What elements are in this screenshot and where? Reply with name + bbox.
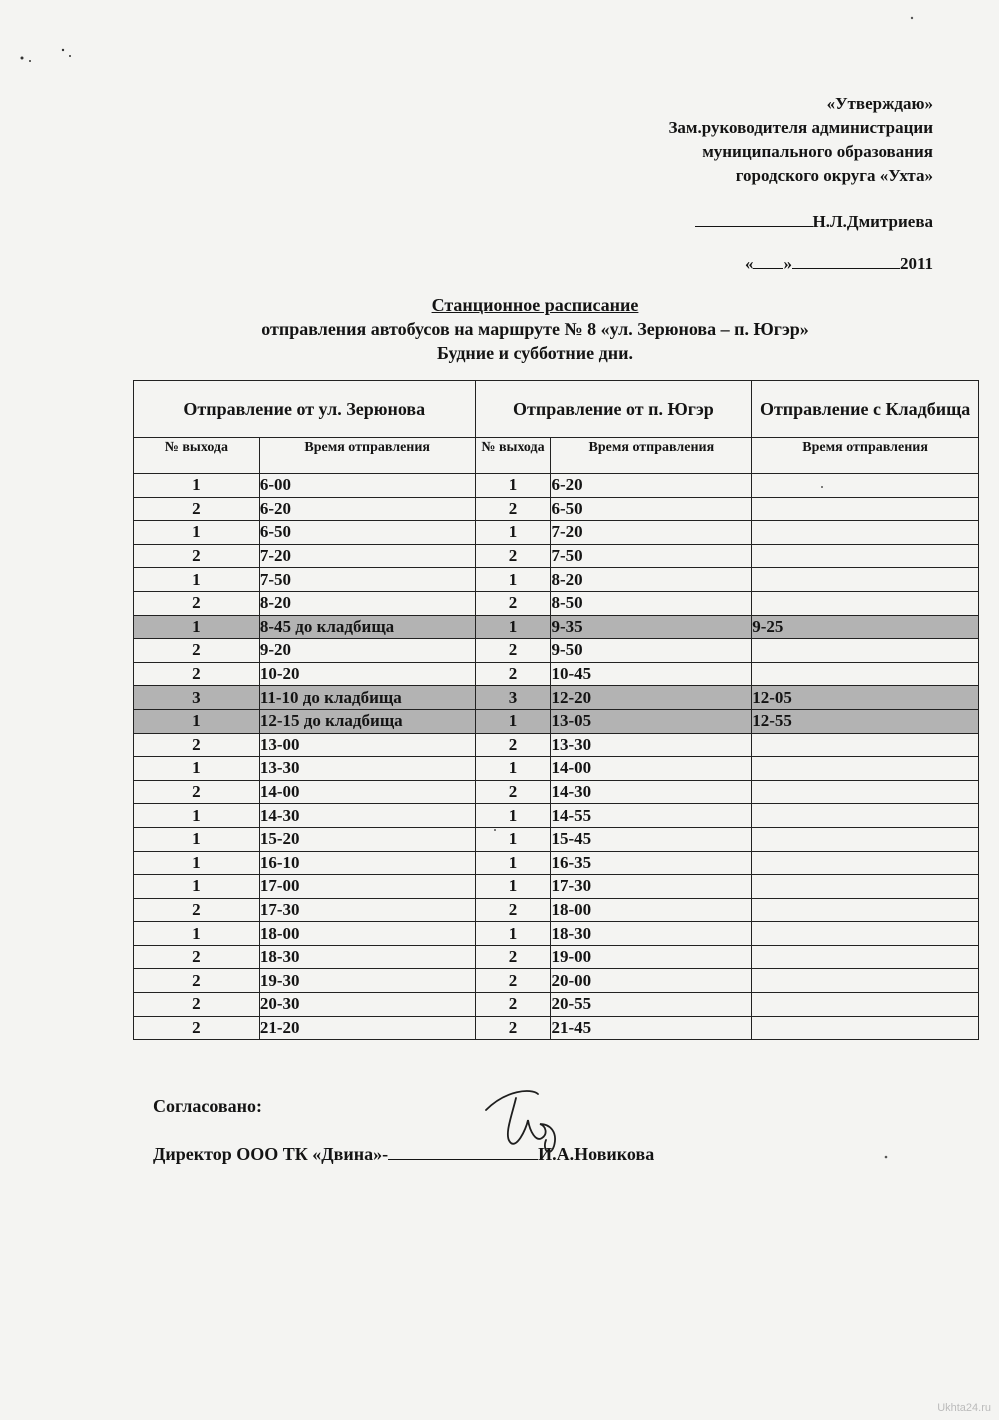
group-header-yuger: Отправление от п. Югэр bbox=[475, 381, 752, 438]
departure-time-cemetery bbox=[752, 922, 979, 946]
watermark: Ukhta24.ru bbox=[937, 1402, 991, 1414]
group-header-row bbox=[134, 381, 979, 438]
exit-number-zeryunova: 2 bbox=[134, 591, 260, 615]
departure-time-zeryunova: 7-20 bbox=[259, 544, 475, 568]
exit-number-zeryunova: 1 bbox=[134, 875, 260, 899]
schedule-row bbox=[134, 591, 979, 615]
schedule-row bbox=[134, 662, 979, 686]
exit-number-zeryunova: 2 bbox=[134, 969, 260, 993]
schedule-row bbox=[134, 544, 979, 568]
departure-time-yuger: 16-35 bbox=[551, 851, 752, 875]
schedule-row bbox=[134, 804, 979, 828]
approval-date-line bbox=[668, 252, 933, 276]
schedule-row bbox=[134, 568, 979, 592]
schedule-row bbox=[134, 521, 979, 545]
exit-number-yuger: 2 bbox=[475, 945, 551, 969]
exit-number-zeryunova: 1 bbox=[134, 851, 260, 875]
exit-number-yuger: 1 bbox=[475, 521, 551, 545]
approval-line-2: Зам.руководителя администрации bbox=[668, 118, 933, 137]
departure-time-cemetery bbox=[752, 945, 979, 969]
departure-time-zeryunova: 6-20 bbox=[259, 497, 475, 521]
departure-time-yuger: 21-45 bbox=[551, 1016, 752, 1040]
document-title bbox=[0, 293, 999, 365]
exit-number-yuger: 2 bbox=[475, 898, 551, 922]
exit-number-zeryunova: 1 bbox=[134, 615, 260, 639]
director-line bbox=[153, 1139, 654, 1165]
schedule-row bbox=[134, 497, 979, 521]
schedule-row bbox=[134, 898, 979, 922]
approval-signer-line bbox=[668, 210, 933, 234]
departure-time-yuger: 19-00 bbox=[551, 945, 752, 969]
departure-time-zeryunova: 10-20 bbox=[259, 662, 475, 686]
exit-number-yuger: 3 bbox=[475, 686, 551, 710]
sub-header-exit-1: № выхода bbox=[134, 438, 260, 474]
schedule-row bbox=[134, 922, 979, 946]
exit-number-zeryunova: 2 bbox=[134, 1016, 260, 1040]
exit-number-zeryunova: 1 bbox=[134, 521, 260, 545]
schedule-row bbox=[134, 780, 979, 804]
exit-number-zeryunova: 1 bbox=[134, 757, 260, 781]
date-open-quote: « bbox=[744, 254, 754, 273]
departure-time-yuger: 7-20 bbox=[551, 521, 752, 545]
date-close-quote: » bbox=[783, 254, 792, 273]
sub-header-time-2: Время отправления bbox=[551, 438, 752, 474]
departure-time-yuger: 18-30 bbox=[551, 922, 752, 946]
exit-number-yuger: 2 bbox=[475, 497, 551, 521]
departure-time-zeryunova: 13-00 bbox=[259, 733, 475, 757]
schedule-row bbox=[134, 733, 979, 757]
departure-time-yuger: 17-30 bbox=[551, 875, 752, 899]
month-blank bbox=[792, 252, 900, 269]
departure-time-cemetery bbox=[752, 1016, 979, 1040]
exit-number-yuger: 2 bbox=[475, 662, 551, 686]
departure-time-yuger: 13-30 bbox=[551, 733, 752, 757]
departure-time-yuger: 12-20 bbox=[551, 686, 752, 710]
exit-number-zeryunova: 1 bbox=[134, 804, 260, 828]
departure-time-cemetery bbox=[752, 898, 979, 922]
departure-time-cemetery: 12-55 bbox=[752, 709, 979, 733]
schedule-row bbox=[134, 969, 979, 993]
departure-time-yuger: 8-20 bbox=[551, 568, 752, 592]
departure-time-cemetery bbox=[752, 993, 979, 1017]
schedule-row bbox=[134, 615, 979, 639]
departure-time-yuger: 6-20 bbox=[551, 474, 752, 498]
footer-block bbox=[153, 1096, 654, 1165]
departure-time-yuger: 6-50 bbox=[551, 497, 752, 521]
departure-time-cemetery: 9-25 bbox=[752, 615, 979, 639]
departure-time-zeryunova: 20-30 bbox=[259, 993, 475, 1017]
title-line-1: Станционное расписание bbox=[431, 295, 639, 315]
schedule-row bbox=[134, 709, 979, 733]
exit-number-yuger: 1 bbox=[475, 709, 551, 733]
title-line-3: Будние и субботние дни. bbox=[437, 343, 633, 363]
exit-number-yuger: 2 bbox=[475, 780, 551, 804]
schedule-row bbox=[134, 639, 979, 663]
exit-number-zeryunova: 2 bbox=[134, 733, 260, 757]
departure-time-yuger: 9-35 bbox=[551, 615, 752, 639]
director-title: Директор ООО ТК «Двина»- bbox=[153, 1144, 389, 1164]
departure-time-cemetery bbox=[752, 544, 979, 568]
schedule-row bbox=[134, 851, 979, 875]
exit-number-zeryunova: 2 bbox=[134, 497, 260, 521]
approval-line-1: «Утверждаю» bbox=[826, 94, 933, 113]
departure-time-zeryunova: 17-30 bbox=[259, 898, 475, 922]
departure-time-zeryunova: 11-10 до кладбища bbox=[259, 686, 475, 710]
departure-time-cemetery bbox=[752, 474, 979, 498]
departure-time-zeryunova: 15-20 bbox=[259, 827, 475, 851]
departure-time-zeryunova: 16-10 bbox=[259, 851, 475, 875]
departure-time-yuger: 7-50 bbox=[551, 544, 752, 568]
exit-number-zeryunova: 2 bbox=[134, 544, 260, 568]
exit-number-yuger: 2 bbox=[475, 639, 551, 663]
departure-time-yuger: 18-00 bbox=[551, 898, 752, 922]
group-header-cemetery: Отправление с Кладбища bbox=[752, 381, 979, 438]
exit-number-zeryunova: 2 bbox=[134, 780, 260, 804]
schedule-row bbox=[134, 757, 979, 781]
departure-time-zeryunova: 14-00 bbox=[259, 780, 475, 804]
departure-time-yuger: 20-00 bbox=[551, 969, 752, 993]
approval-line-3: муниципального образования bbox=[702, 142, 933, 161]
departure-time-zeryunova: 6-00 bbox=[259, 474, 475, 498]
exit-number-yuger: 2 bbox=[475, 993, 551, 1017]
departure-time-zeryunova: 14-30 bbox=[259, 804, 475, 828]
departure-time-cemetery bbox=[752, 521, 979, 545]
exit-number-zeryunova: 1 bbox=[134, 827, 260, 851]
departure-time-zeryunova: 7-50 bbox=[259, 568, 475, 592]
departure-time-yuger: 10-45 bbox=[551, 662, 752, 686]
exit-number-yuger: 2 bbox=[475, 1016, 551, 1040]
departure-time-cemetery bbox=[752, 851, 979, 875]
departure-time-cemetery bbox=[752, 757, 979, 781]
exit-number-zeryunova: 1 bbox=[134, 922, 260, 946]
departure-time-cemetery bbox=[752, 804, 979, 828]
exit-number-yuger: 2 bbox=[475, 544, 551, 568]
exit-number-yuger: 1 bbox=[475, 827, 551, 851]
departure-time-zeryunova: 21-20 bbox=[259, 1016, 475, 1040]
approval-stamp bbox=[668, 92, 933, 276]
exit-number-yuger: 1 bbox=[475, 568, 551, 592]
date-year: 2011 bbox=[899, 254, 933, 273]
day-blank bbox=[753, 252, 783, 269]
departure-time-zeryunova: 8-45 до кладбища bbox=[259, 615, 475, 639]
approval-line-4: городского округа «Ухта» bbox=[735, 166, 933, 185]
departure-time-cemetery bbox=[752, 639, 979, 663]
exit-number-yuger: 1 bbox=[475, 804, 551, 828]
exit-number-yuger: 2 bbox=[475, 969, 551, 993]
exit-number-zeryunova: 1 bbox=[134, 709, 260, 733]
departure-time-zeryunova: 18-30 bbox=[259, 945, 475, 969]
exit-number-yuger: 2 bbox=[475, 591, 551, 615]
schedule-row bbox=[134, 945, 979, 969]
departure-time-yuger: 14-30 bbox=[551, 780, 752, 804]
exit-number-yuger: 1 bbox=[475, 474, 551, 498]
signature-blank bbox=[695, 210, 813, 227]
exit-number-zeryunova: 1 bbox=[134, 474, 260, 498]
exit-number-yuger: 1 bbox=[475, 875, 551, 899]
departure-time-zeryunova: 6-50 bbox=[259, 521, 475, 545]
departure-time-zeryunova: 19-30 bbox=[259, 969, 475, 993]
agreed-label: Согласовано: bbox=[153, 1096, 262, 1116]
departure-time-yuger: 14-00 bbox=[551, 757, 752, 781]
sub-header-time-3: Время отправления bbox=[752, 438, 979, 474]
exit-number-zeryunova: 2 bbox=[134, 898, 260, 922]
exit-number-yuger: 1 bbox=[475, 922, 551, 946]
departure-time-cemetery bbox=[752, 827, 979, 851]
departure-time-zeryunova: 9-20 bbox=[259, 639, 475, 663]
exit-number-zeryunova: 2 bbox=[134, 993, 260, 1017]
director-name: И.А.Новикова bbox=[538, 1144, 655, 1164]
sub-header-time-1: Время отправления bbox=[259, 438, 475, 474]
departure-time-yuger: 8-50 bbox=[551, 591, 752, 615]
handwritten-signature bbox=[476, 1080, 576, 1160]
departure-time-cemetery bbox=[752, 733, 979, 757]
schedule-table bbox=[133, 380, 979, 1040]
schedule-row bbox=[134, 875, 979, 899]
departure-time-cemetery bbox=[752, 875, 979, 899]
title-line-2: отправления автобусов на маршруте № 8 «ул. Зерюнова – п. Югэр» bbox=[261, 319, 809, 339]
sub-header-exit-2: № выхода bbox=[475, 438, 551, 474]
departure-time-zeryunova: 12-15 до кладбища bbox=[259, 709, 475, 733]
exit-number-yuger: 2 bbox=[475, 733, 551, 757]
exit-number-yuger: 1 bbox=[475, 757, 551, 781]
schedule-row bbox=[134, 686, 979, 710]
departure-time-cemetery bbox=[752, 969, 979, 993]
exit-number-zeryunova: 1 bbox=[134, 568, 260, 592]
departure-time-yuger: 14-55 bbox=[551, 804, 752, 828]
exit-number-zeryunova: 3 bbox=[134, 686, 260, 710]
group-header-zeryunova: Отправление от ул. Зерюнова bbox=[134, 381, 476, 438]
departure-time-zeryunova: 18-00 bbox=[259, 922, 475, 946]
departure-time-yuger: 13-05 bbox=[551, 709, 752, 733]
schedule-row bbox=[134, 827, 979, 851]
exit-number-zeryunova: 2 bbox=[134, 639, 260, 663]
departure-time-yuger: 9-50 bbox=[551, 639, 752, 663]
exit-number-zeryunova: 2 bbox=[134, 945, 260, 969]
departure-time-yuger: 20-55 bbox=[551, 993, 752, 1017]
schedule-row bbox=[134, 474, 979, 498]
departure-time-cemetery bbox=[752, 780, 979, 804]
departure-time-cemetery bbox=[752, 591, 979, 615]
departure-time-yuger: 15-45 bbox=[551, 827, 752, 851]
departure-time-zeryunova: 17-00 bbox=[259, 875, 475, 899]
departure-time-cemetery bbox=[752, 662, 979, 686]
approval-signer: Н.Л.Дмитриева bbox=[812, 212, 933, 231]
departure-time-zeryunova: 8-20 bbox=[259, 591, 475, 615]
exit-number-zeryunova: 2 bbox=[134, 662, 260, 686]
departure-time-zeryunova: 13-30 bbox=[259, 757, 475, 781]
departure-time-cemetery: 12-05 bbox=[752, 686, 979, 710]
departure-time-cemetery bbox=[752, 568, 979, 592]
schedule-row bbox=[134, 993, 979, 1017]
departure-time-cemetery bbox=[752, 497, 979, 521]
sub-header-row bbox=[134, 438, 979, 474]
exit-number-yuger: 1 bbox=[475, 851, 551, 875]
schedule-row bbox=[134, 1016, 979, 1040]
exit-number-yuger: 1 bbox=[475, 615, 551, 639]
